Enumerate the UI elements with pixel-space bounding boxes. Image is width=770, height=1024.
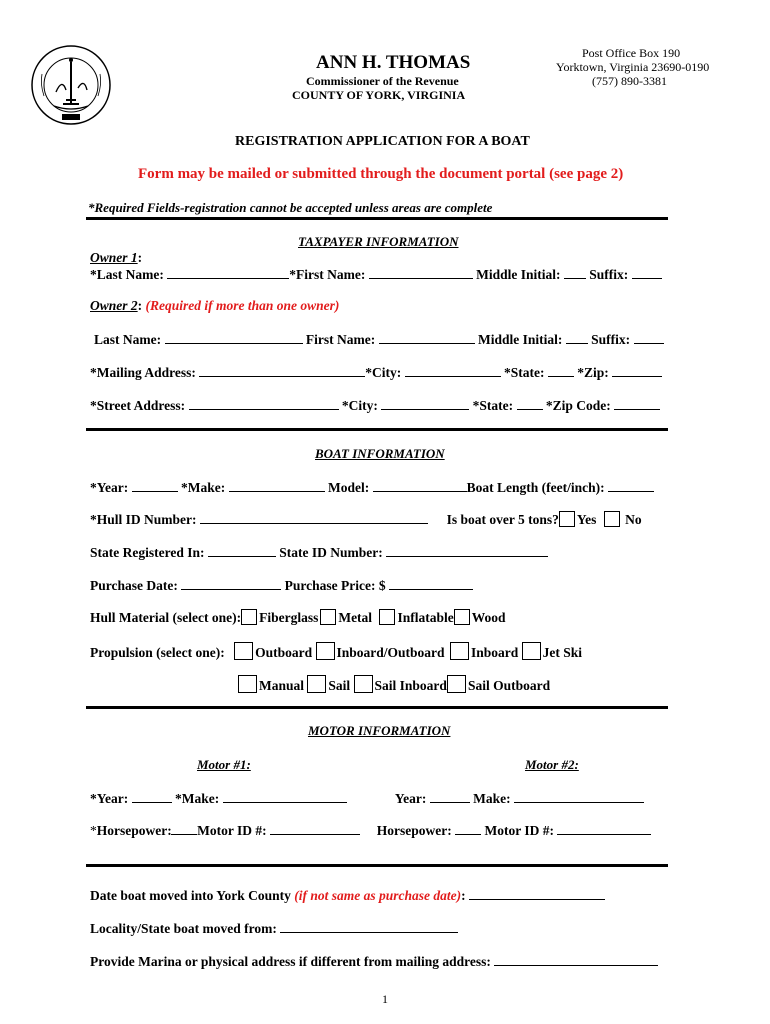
no-label: No [625, 512, 642, 527]
hull-option-label: Fiberglass [259, 610, 319, 625]
motor1-id-field[interactable] [270, 822, 360, 835]
length-label: Boat Length (feet/inch): [466, 480, 605, 495]
locality-field[interactable] [280, 920, 458, 933]
city-label: *City: [365, 365, 402, 380]
owner1-last-name-field[interactable] [167, 266, 289, 279]
motor1-id-label: Motor ID #: [197, 823, 267, 838]
mailing-row [90, 364, 662, 381]
mailing-address-field[interactable] [199, 364, 365, 377]
propulsion-sail-inboard-checkbox[interactable] [354, 675, 373, 693]
owner2-suffix-field[interactable] [634, 331, 664, 344]
owner1-suffix-field[interactable] [632, 266, 662, 279]
first-name-label: First Name: [305, 332, 376, 347]
boat-row-4 [90, 577, 473, 594]
over-5-tons-no-checkbox[interactable] [604, 511, 620, 527]
motor2-label: Motor #2: [525, 757, 579, 772]
date-moved-field[interactable] [469, 887, 605, 900]
owner2-last-name-field[interactable] [165, 331, 303, 344]
address-line-1: Post Office Box 190 [582, 46, 681, 60]
owner1-label [90, 250, 142, 266]
motor1-make-label: *Make: [174, 791, 220, 806]
zip-label: *Zip: [577, 365, 609, 380]
mailing-zip-field[interactable] [612, 364, 662, 377]
street-row [90, 397, 660, 414]
section-divider [86, 428, 668, 431]
purchase-price-label: Purchase Price: $ [284, 578, 386, 593]
propulsion-sail-outboard-checkbox[interactable] [447, 675, 466, 693]
motor2-year-label: Year: [394, 791, 427, 806]
hull-material-label: Hull Material (select one): [90, 610, 242, 625]
propulsion-jet-ski-checkbox[interactable] [522, 642, 541, 660]
middle-initial-label: Middle Initial: [477, 332, 563, 347]
propulsion-option-label: Sail [328, 678, 351, 693]
address-line-2: Yorktown, Virginia 23690-0190 [556, 60, 710, 74]
owner2-text: Owner 2 [90, 298, 138, 313]
last-name-label: *Last Name: [90, 267, 164, 282]
motor2-horsepower-label: Horsepower: [376, 823, 452, 838]
marina-row [90, 953, 658, 970]
commissioner-name: ANN H. THOMAS [316, 52, 471, 73]
street-address-label: *Street Address: [90, 398, 186, 413]
motor2-make-field[interactable] [514, 790, 644, 803]
motor2-id-label: Motor ID #: [484, 823, 554, 838]
owner2-first-name-field[interactable] [379, 331, 475, 344]
year-label: *Year: [90, 480, 129, 495]
section-divider [86, 864, 668, 867]
propulsion-inboard-checkbox[interactable] [450, 642, 469, 660]
owner1-first-name-field[interactable] [369, 266, 473, 279]
suffix-label: Suffix: [591, 332, 631, 347]
hull-id-field[interactable] [200, 511, 428, 524]
taxpayer-heading: TAXPAYER INFORMATION [298, 234, 459, 249]
motor2-id-field[interactable] [557, 822, 651, 835]
boat-length-field[interactable] [608, 479, 654, 492]
motor-heading: MOTOR INFORMATION [308, 723, 451, 738]
marina-label: Provide Marina or physical address if different from mailing address: [90, 954, 491, 969]
street-zip-field[interactable] [614, 397, 660, 410]
state-label: *State: [504, 365, 545, 380]
mailing-city-field[interactable] [405, 364, 501, 377]
state-registered-field[interactable] [208, 544, 276, 557]
purchase-price-field[interactable] [389, 577, 473, 590]
owner2-middle-initial-field[interactable] [566, 331, 588, 344]
boat-heading: BOAT INFORMATION [315, 446, 445, 461]
propulsion-option-label: Outboard [255, 645, 313, 660]
owner1-row [90, 266, 662, 283]
hull-material-row [90, 609, 505, 626]
submission-notice: Form may be mailed or submitted through the document portal (see page 2) [138, 166, 624, 182]
state-id-field[interactable] [386, 544, 548, 557]
last-name-label: Last Name: [94, 332, 162, 347]
date-moved-row [90, 887, 605, 904]
over-5-tons-label: Is boat over 5 tons? [446, 512, 559, 527]
hull-option-label: Inflatable [397, 610, 454, 625]
propulsion-row-2 [238, 675, 550, 694]
section-divider [86, 217, 668, 220]
boat-row-3 [90, 544, 548, 561]
hull-fiberglass-checkbox[interactable] [241, 609, 257, 625]
yes-label: Yes [576, 512, 597, 527]
owner1-text: Owner 1 [90, 250, 138, 265]
owner2-note: (Required if more than one owner) [145, 298, 340, 313]
first-name-label: *First Name: [289, 267, 366, 282]
motor1-label: Motor #1: [197, 757, 251, 772]
mailing-address-label: *Mailing Address: [90, 365, 196, 380]
purchase-date-label: Purchase Date: [90, 578, 178, 593]
motor1-make-field[interactable] [223, 790, 347, 803]
motor1-year-field[interactable] [132, 790, 172, 803]
motor1-year-label: *Year: [90, 791, 129, 806]
boat-row-2 [90, 511, 642, 528]
propulsion-row-1 [90, 642, 582, 661]
boat-make-field[interactable] [229, 479, 325, 492]
boat-row-1 [90, 479, 654, 496]
page-number: 1 [382, 992, 388, 1006]
over-5-tons-yes-checkbox[interactable] [559, 511, 575, 527]
marina-field[interactable] [494, 953, 658, 966]
street-state-field[interactable] [517, 397, 543, 410]
model-label: Model: [327, 480, 370, 495]
required-fields-note: *Required Fields-registration cannot be accepted unless areas are complete [88, 200, 493, 215]
propulsion-sail-checkbox[interactable] [307, 675, 326, 693]
horsepower-text: Horsepower: [96, 823, 172, 838]
state-id-label: State ID Number: [279, 545, 383, 560]
boat-year-field[interactable] [132, 479, 178, 492]
state-label: *State: [472, 398, 514, 413]
propulsion-option-label: Inboard [470, 645, 519, 660]
locality-label: Locality/State boat moved from: [90, 921, 277, 936]
motor-row-1 [90, 790, 644, 807]
make-label: *Make: [180, 480, 226, 495]
owner2-colon: : [137, 298, 143, 313]
street-address-field[interactable] [189, 397, 339, 410]
phone-number: (757) 890-3381 [592, 74, 667, 88]
owner2-label [90, 298, 339, 314]
county-name: COUNTY OF YORK, VIRGINIA [292, 88, 466, 102]
date-moved-note: (if not same as purchase date) [294, 888, 462, 903]
county-seal-logo [30, 44, 112, 126]
propulsion-option-label: Manual [259, 678, 305, 693]
hull-wood-checkbox[interactable] [454, 609, 470, 625]
date-moved-label: Date boat moved into York County [90, 888, 295, 903]
suffix-label: Suffix: [589, 267, 629, 282]
motor1-horsepower-field[interactable] [171, 822, 197, 835]
propulsion-manual-checkbox[interactable] [238, 675, 257, 693]
section-divider [86, 706, 668, 709]
mailing-state-field[interactable] [548, 364, 574, 377]
hull-option-label: Metal [338, 610, 373, 625]
zip-code-label: *Zip Code: [545, 398, 611, 413]
motor2-year-field[interactable] [430, 790, 470, 803]
motor2-make-label: Make: [473, 791, 511, 806]
commissioner-title: Commissioner of the Revenue [306, 74, 459, 88]
hull-metal-checkbox[interactable] [320, 609, 336, 625]
propulsion-option-label: Sail Outboard [467, 678, 551, 693]
motor-row-2 [90, 822, 651, 839]
hull-inflatable-checkbox[interactable] [379, 609, 395, 625]
propulsion-option-label: Inboard/Outboard [336, 645, 445, 660]
hull-id-label: *Hull ID Number: [90, 512, 197, 527]
propulsion-label: Propulsion (select one): [90, 645, 225, 660]
propulsion-outboard-checkbox[interactable] [234, 642, 253, 660]
motor1-horsepower-label: *Horsepower: [90, 823, 172, 838]
hull-option-label: Wood [471, 610, 506, 625]
street-city-field[interactable] [381, 397, 469, 410]
date-moved-colon: : [461, 888, 466, 903]
middle-initial-label: Middle Initial: [476, 267, 561, 282]
propulsion-inboard-outboard-checkbox[interactable] [316, 642, 335, 660]
locality-row [90, 920, 458, 937]
city-label: *City: [341, 398, 378, 413]
form-title: REGISTRATION APPLICATION FOR A BOAT [235, 134, 530, 149]
owner1-middle-initial-field[interactable] [564, 266, 586, 279]
boat-model-field[interactable] [373, 479, 467, 492]
state-registered-label: State Registered In: [90, 545, 205, 560]
owner2-row [94, 331, 664, 348]
owner1-colon: : [137, 250, 143, 265]
purchase-date-field[interactable] [181, 577, 281, 590]
propulsion-option-label: Jet Ski [542, 645, 582, 660]
motor2-horsepower-field[interactable] [455, 822, 481, 835]
propulsion-option-label: Sail Inboard [374, 678, 447, 693]
